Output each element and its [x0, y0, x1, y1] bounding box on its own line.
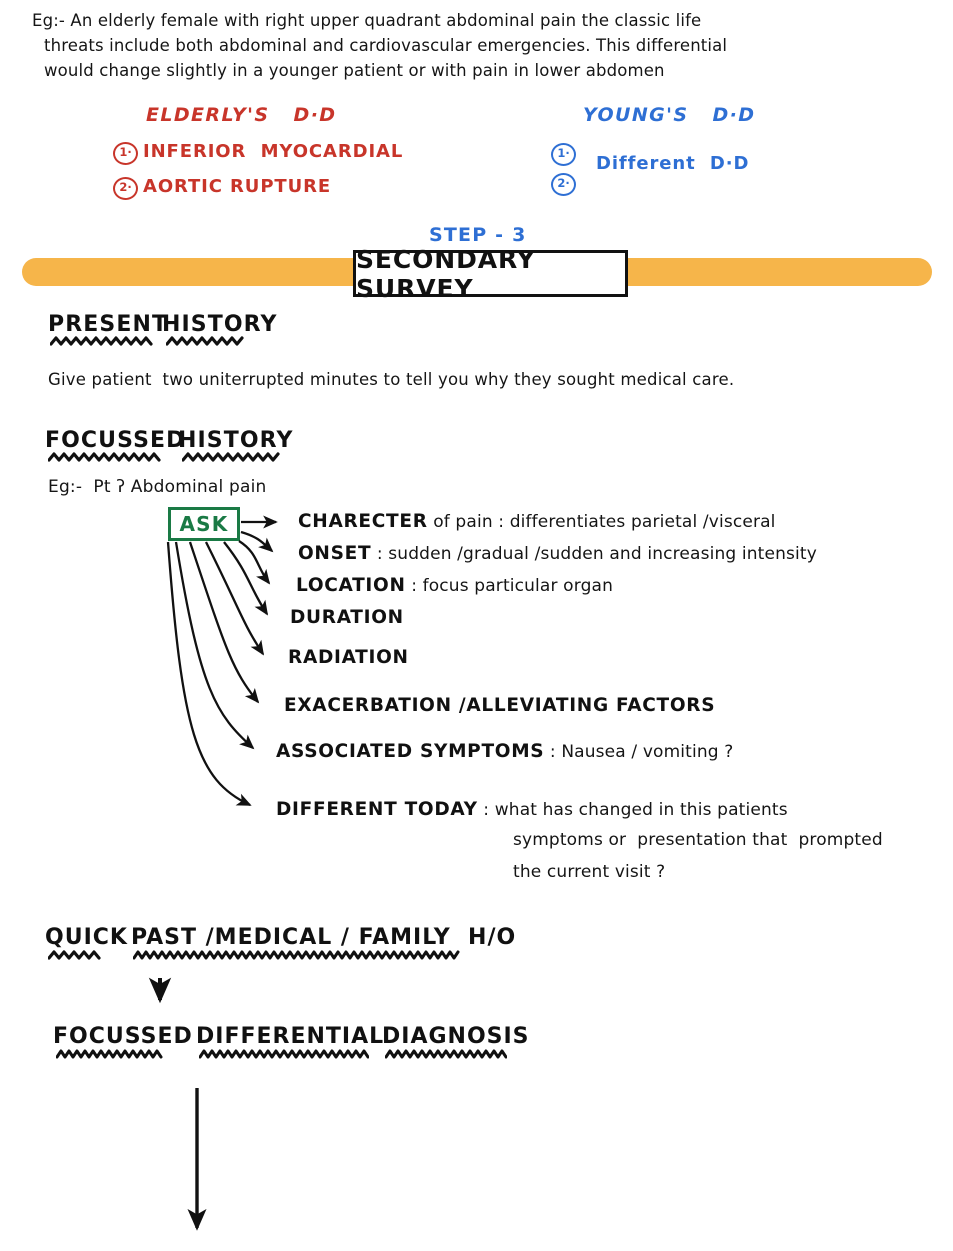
- squiggle-underline: [56, 1049, 164, 1060]
- present-history-body: Give patient two uniterrupted minutes to tell you why they sought medical care.: [48, 370, 735, 389]
- ask-list-item: [290, 607, 404, 628]
- squiggle-underline: [48, 950, 103, 961]
- ask-list-item: [298, 511, 776, 532]
- present-history-heading-word1: PRESENT: [48, 312, 169, 337]
- elderly-dd-item-2: AORTIC RUPTURE: [143, 176, 332, 197]
- ask-list-item: [288, 647, 409, 668]
- squiggle-underline: [199, 1049, 369, 1060]
- ask-item-value: : sudden /gradual /sudden and increasing intensity: [371, 544, 817, 564]
- focussed-history-heading-word1: FOCUSSED: [45, 428, 186, 453]
- intro-line-2: threats include both abdominal and cardiovascular emergencies. This differential: [44, 36, 728, 55]
- ask-item-key: RADIATION: [288, 647, 409, 668]
- ask-item-key: ASSOCIATED SYMPTOMS: [276, 741, 545, 762]
- ask-list-item: [276, 799, 788, 820]
- focussed-dd-word3: DIAGNOSIS: [382, 1024, 530, 1049]
- elderly-dd-number-1: 1·: [113, 142, 138, 165]
- ask-item-value: : what has changed in this patients: [477, 800, 788, 820]
- ask-item-key: ONSET: [298, 543, 372, 564]
- different-today-continuation-2: the current visit ?: [513, 862, 666, 882]
- squiggle-underline: [385, 1049, 507, 1060]
- squiggle-underline: [50, 336, 155, 347]
- ask-item-key: LOCATION: [296, 575, 406, 596]
- ask-list-item: [298, 543, 817, 564]
- youngs-dd-title: YOUNG'S D·D: [583, 104, 756, 126]
- ask-list-item: [284, 695, 715, 716]
- squiggle-underline: [182, 452, 280, 463]
- ask-arrow: [168, 522, 276, 805]
- squiggle-underline: [48, 452, 161, 463]
- ask-item-key: DIFFERENT TODAY: [276, 799, 478, 820]
- ask-item-value: of pain : differentiates parietal /visceral: [427, 512, 776, 532]
- youngs-dd-number-2: 2·: [551, 173, 576, 196]
- secondary-survey-title: SECONDARY SURVEY: [356, 244, 536, 303]
- focussed-history-heading-word2: HISTORY: [178, 428, 294, 453]
- elderly-dd-number-2: 2·: [113, 177, 138, 200]
- elderly-dd-item-1: INFERIOR MYOCARDIAL: [143, 141, 404, 162]
- ask-item-value: : focus particular organ: [405, 576, 614, 596]
- elderly-dd-title: ELDERLY'S D·D: [146, 104, 337, 126]
- focussed-dd-word2: DIFFERENTIAL: [196, 1024, 385, 1049]
- quick-heading-rest: PAST /MEDICAL / FAMILY H/O: [131, 925, 517, 950]
- quick-heading-word1: QUICK: [45, 925, 128, 950]
- ask-list-item: [296, 575, 613, 596]
- squiggle-underline: [133, 950, 461, 961]
- squiggle-underline: [166, 336, 244, 347]
- different-today-continuation-1: symptoms or presentation that prompted: [513, 830, 883, 850]
- step-label: STEP - 3: [429, 224, 527, 246]
- ask-item-key: CHARECTER: [298, 511, 428, 532]
- youngs-dd-number-1: 1·: [551, 143, 576, 166]
- ask-box[interactable]: [168, 507, 240, 541]
- ask-list-item: [276, 741, 733, 762]
- youngs-dd-item-1: Different D·D: [596, 153, 750, 174]
- secondary-survey-box: [353, 244, 628, 303]
- focussed-history-example: Eg:- Pt ʔ Abdominal pain: [48, 477, 267, 497]
- ask-item-key: DURATION: [290, 607, 404, 628]
- ask-item-value: : Nausea / vomiting ?: [544, 742, 734, 762]
- intro-line-1: Eg:- An elderly female with right upper quadrant abdominal pain the classic life: [32, 11, 702, 30]
- ask-box-label: ASK: [179, 512, 229, 536]
- ask-item-key: EXACERBATION /ALLEVIATING FACTORS: [284, 695, 716, 716]
- focussed-dd-word1: FOCUSSED: [53, 1024, 193, 1049]
- present-history-heading-word2: HISTORY: [162, 312, 278, 337]
- intro-line-3: would change slightly in a younger patient or with pain in lower abdomen: [44, 61, 665, 80]
